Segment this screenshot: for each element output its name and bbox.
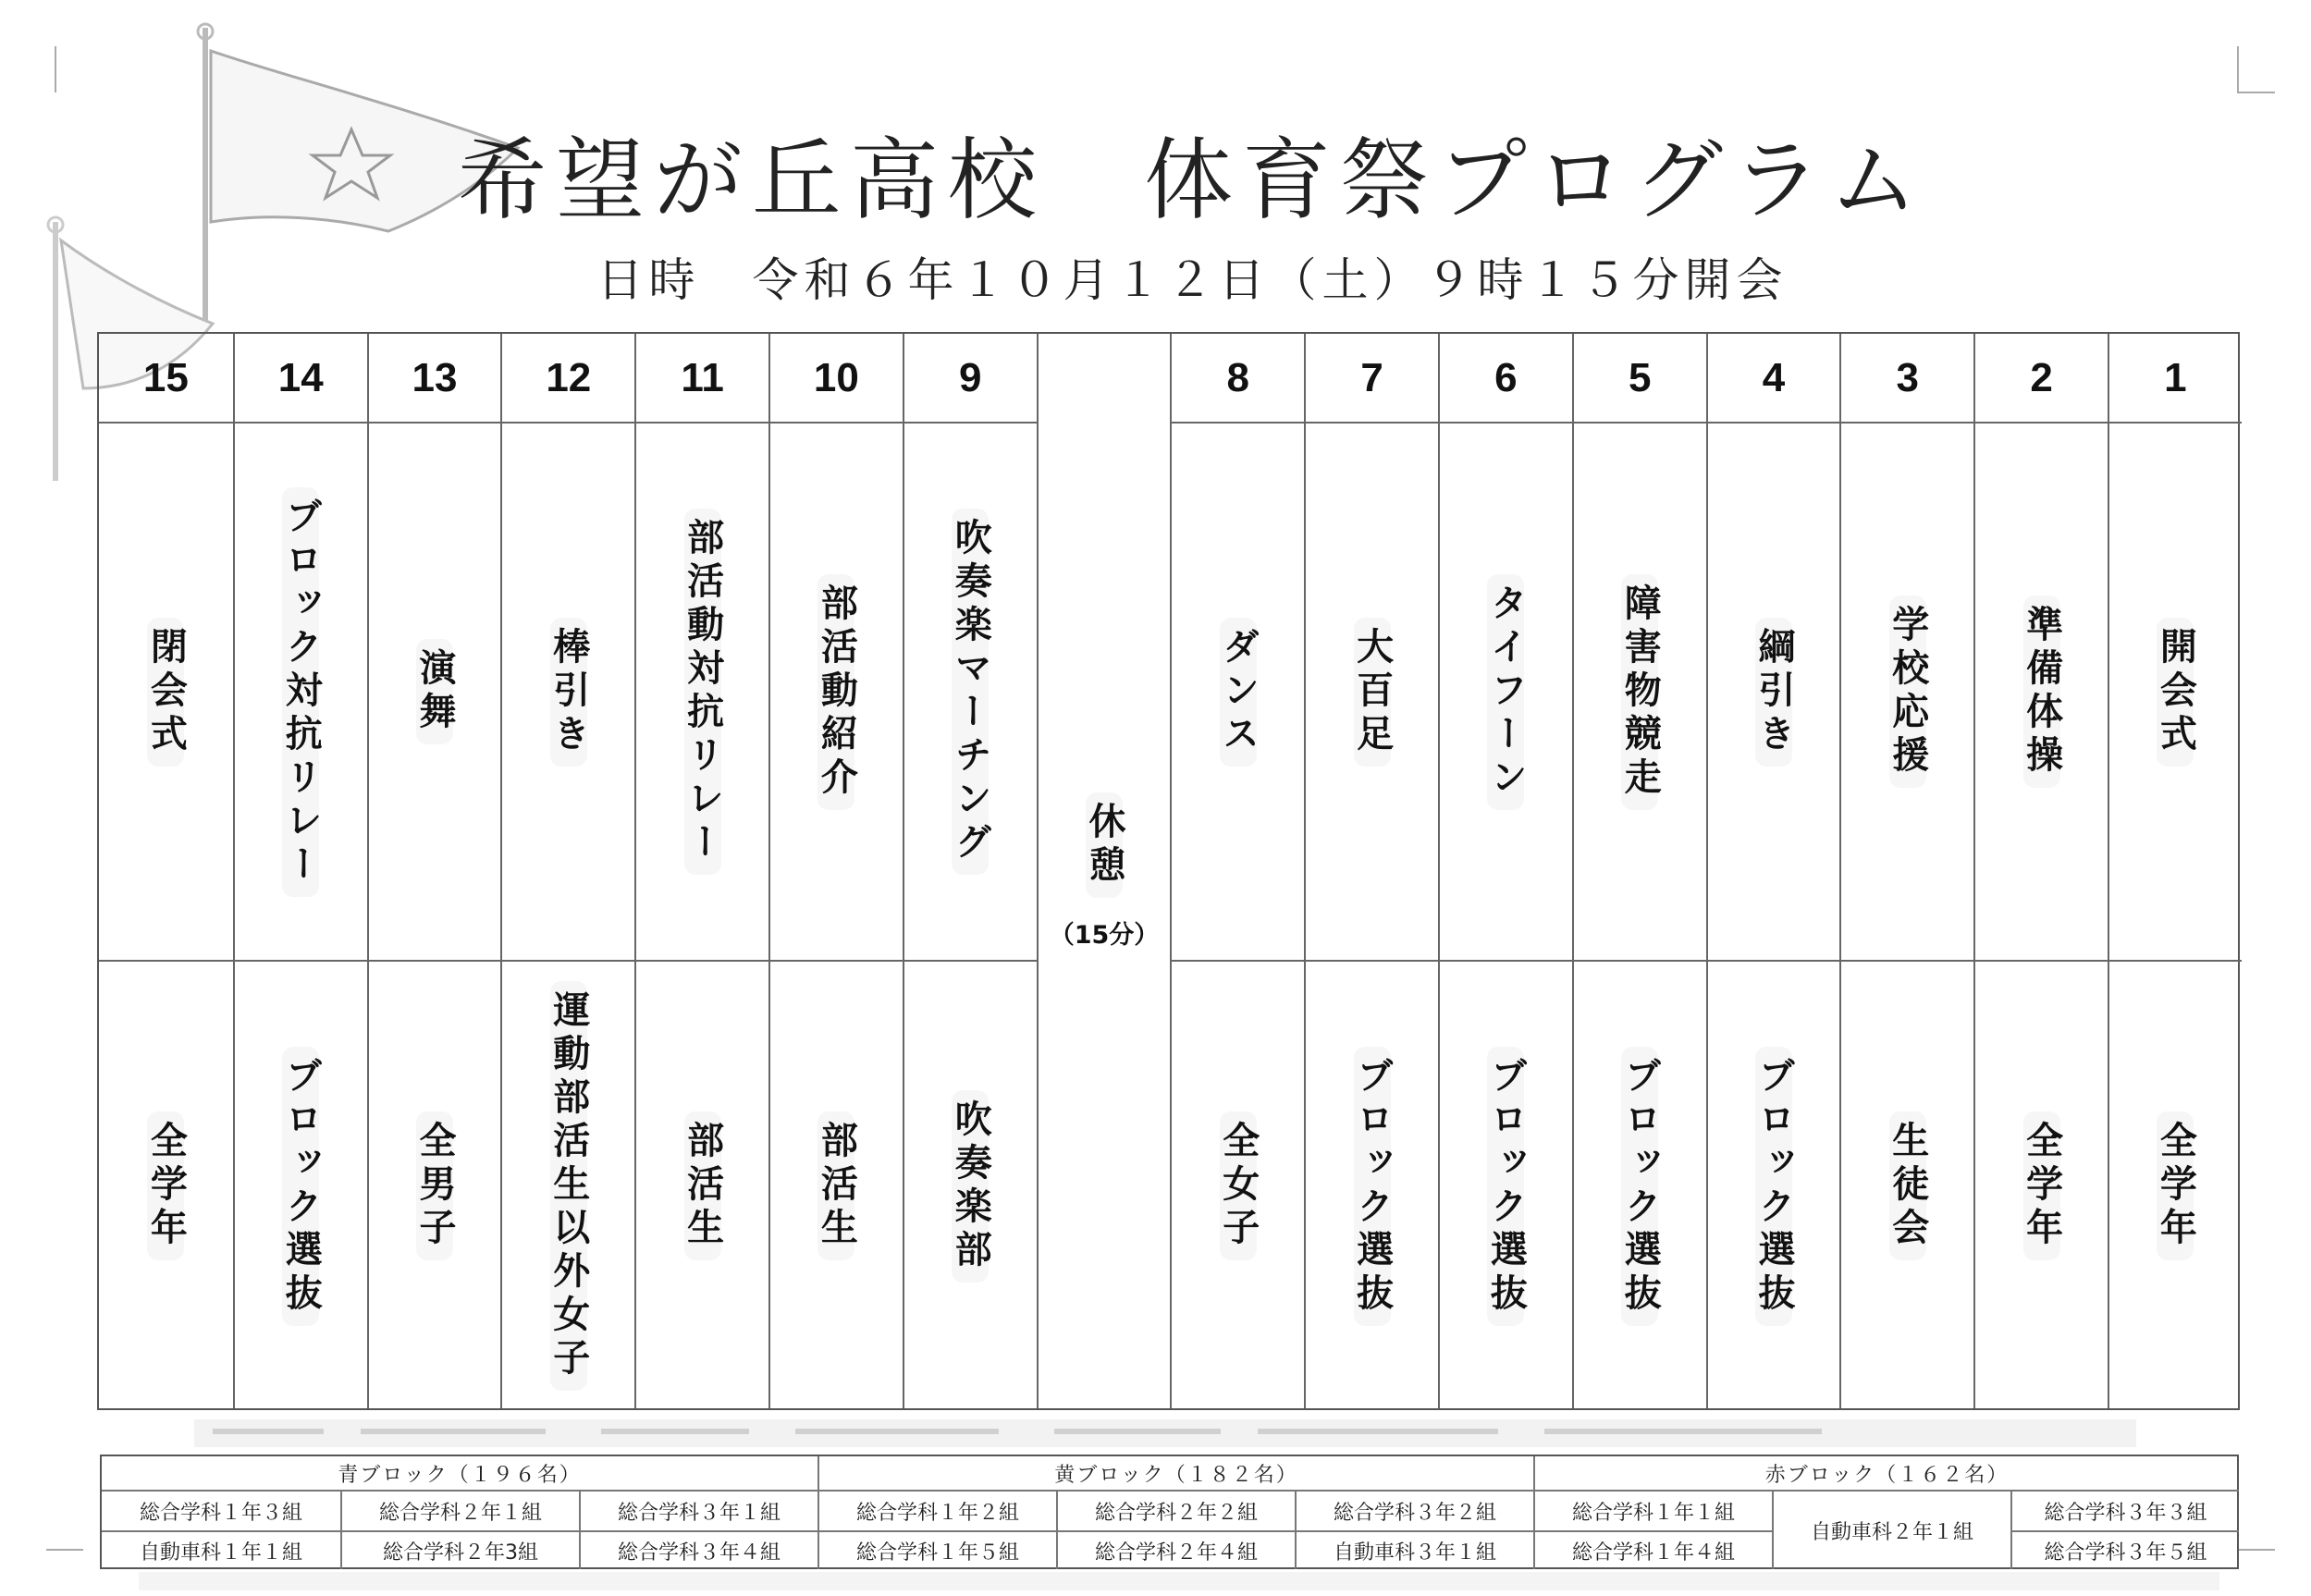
event-name: 準備体操 — [2023, 595, 2060, 788]
event-name: 綱引き — [1755, 618, 1792, 767]
event-participants: 全学年 — [2157, 1111, 2194, 1260]
program-number: 1 — [2109, 334, 2242, 424]
event-participants: ブロック選抜 — [282, 1047, 319, 1326]
class-cell: 総合学科１年２組 — [817, 1492, 1056, 1530]
event-participants: ブロック選抜 — [1487, 1047, 1524, 1326]
event-name: ダンス — [1220, 618, 1257, 767]
block-header-yellow: 黄ブロック（１８２名） — [817, 1456, 1533, 1492]
program-column — [99, 334, 233, 1408]
class-cell: 総合学科２年3組 — [340, 1530, 579, 1569]
class-cell: 自動車科１年１組 — [102, 1530, 340, 1569]
program-number: 11 — [636, 334, 768, 424]
block-assignment-table — [100, 1455, 2239, 1569]
event-name: 演舞 — [416, 639, 453, 744]
event-name: ブロック対抗リレー — [282, 487, 319, 897]
class-cell-merged: 自動車科２年１組 — [1772, 1492, 2010, 1569]
event-name: 部活動対抗リレー — [684, 509, 721, 875]
program-table — [97, 332, 2240, 1410]
program-number: 4 — [1708, 334, 1840, 424]
program-column — [1973, 334, 2108, 1408]
program-number: 9 — [904, 334, 1037, 424]
event-name: 吹奏楽マーチング — [952, 509, 989, 875]
event-participants: 運動部活生以外女子 — [550, 981, 587, 1391]
event-name: 棒引き — [550, 618, 587, 767]
event-participants: ブロック選抜 — [1755, 1047, 1792, 1326]
event-participants: ブロック選抜 — [1621, 1047, 1658, 1326]
break-label: 休憩 — [1086, 792, 1123, 898]
class-cell: 自動車科３年１組 — [1295, 1530, 1533, 1569]
event-participants: 全女子 — [1220, 1111, 1257, 1260]
event-name: 学校応援 — [1889, 595, 1926, 788]
program-column — [1839, 334, 1973, 1408]
class-cell: 総合学科１年１組 — [1533, 1492, 1772, 1530]
program-column — [1438, 334, 1572, 1408]
event-participants: 全男子 — [416, 1111, 453, 1260]
program-number: 3 — [1841, 334, 1973, 424]
class-cell: 総合学科１年３組 — [139, 1501, 302, 1525]
class-cell: 総合学科２年２組 — [1056, 1492, 1295, 1530]
event-datetime: 日時 令和６年１０月１２日（土）９時１５分開会 — [596, 253, 1789, 307]
event-participants: 部活生 — [684, 1111, 721, 1260]
class-cell: 総合学科２年１組 — [340, 1492, 579, 1530]
class-cell: 総合学科３年３組 — [2010, 1492, 2239, 1530]
event-name: 大百足 — [1354, 618, 1391, 767]
program-number: 10 — [770, 334, 903, 424]
program-number: 12 — [502, 334, 634, 424]
program-number: 14 — [235, 334, 367, 424]
class-cell: 総合学科３年４組 — [579, 1530, 817, 1569]
class-cell: 総合学科３年１組 — [579, 1492, 817, 1530]
program-number: 15 — [99, 334, 233, 424]
class-cell: 総合学科３年２組 — [1295, 1492, 1533, 1530]
event-name: 開会式 — [2157, 618, 2194, 767]
program-number: 13 — [369, 334, 501, 424]
event-participants: 生徒会 — [1889, 1111, 1926, 1260]
block-header-red: 赤ブロック（１６２名） — [1533, 1456, 2239, 1492]
event-participants: 全学年 — [2023, 1111, 2060, 1260]
program-column — [634, 334, 768, 1408]
program-column — [2108, 334, 2242, 1408]
program-column — [367, 334, 501, 1408]
event-name: 閉会式 — [147, 618, 184, 767]
program-number: 8 — [1172, 334, 1304, 424]
program-column — [1304, 334, 1438, 1408]
program-number: 6 — [1440, 334, 1572, 424]
event-name: 障害物競走 — [1621, 574, 1658, 810]
event-name: 部活動紹介 — [817, 574, 854, 810]
program-number: 2 — [1975, 334, 2108, 424]
event-participants: 部活生 — [817, 1111, 854, 1260]
event-participants: ブロック選抜 — [1354, 1047, 1391, 1326]
program-number: 5 — [1574, 334, 1706, 424]
program-column — [1706, 334, 1840, 1408]
class-cell: 総合学科３年５組 — [2010, 1530, 2239, 1569]
program-column — [768, 334, 903, 1408]
program-number: 7 — [1306, 334, 1438, 424]
program-column — [903, 334, 1037, 1408]
break-duration: （15分） — [1049, 920, 1160, 950]
event-name: タイフーン — [1487, 574, 1524, 810]
program-column — [1170, 334, 1304, 1408]
break-column — [1037, 334, 1171, 1408]
block-header-blue: 青ブロック（１９６名） — [102, 1456, 817, 1492]
class-cell: 総合学科２年４組 — [1056, 1530, 1295, 1569]
program-column — [233, 334, 367, 1408]
page-title: 希望が丘高校 体育祭プログラム — [457, 129, 1928, 232]
program-column — [500, 334, 634, 1408]
class-cell: 総合学科１年５組 — [817, 1530, 1056, 1569]
event-participants: 全学年 — [147, 1111, 184, 1260]
event-participants: 吹奏楽部 — [952, 1090, 989, 1283]
class-cell: 総合学科１年４組 — [1533, 1530, 1772, 1569]
program-column — [1572, 334, 1706, 1408]
